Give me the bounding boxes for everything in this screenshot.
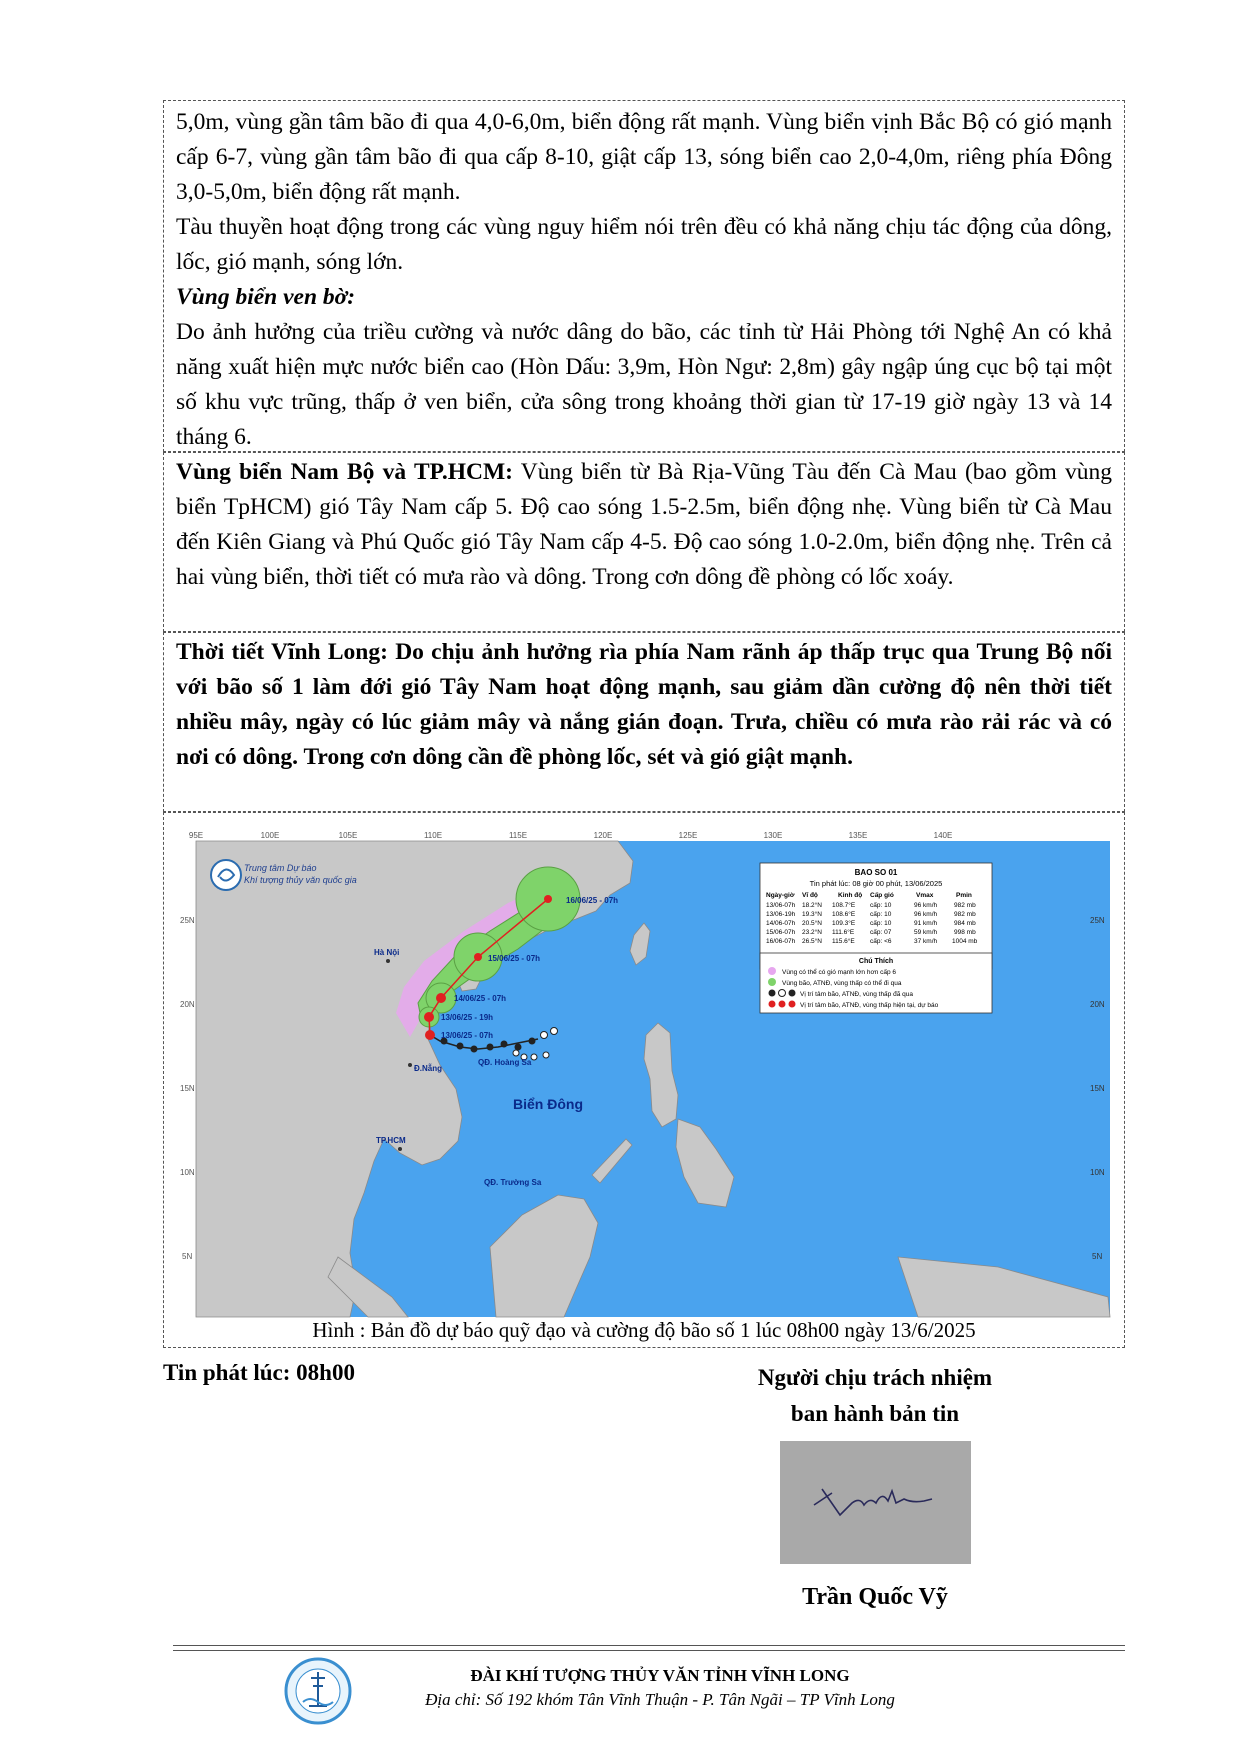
lon-tick: 105E [338, 831, 358, 840]
lat-tick: 25N [180, 916, 195, 925]
table-header-cell: Cấp gió [870, 892, 894, 899]
map-caption: Hình : Bản đồ dự báo quỹ đạo và cường độ bão số 1 lúc 08h00 ngày 13/6/2025 [312, 1318, 976, 1342]
sea-name-label: Biển Đông [513, 1096, 583, 1112]
table-cell: 15/06-07h [766, 929, 796, 936]
track-label: 13/06/25 - 19h [441, 1013, 494, 1022]
storm-map-section [163, 812, 1125, 1348]
agency-logo-icon [211, 860, 241, 890]
legend-current-swatch [779, 1001, 786, 1008]
lon-tick: 95E [188, 831, 204, 840]
storm-position-marker [544, 895, 552, 903]
footer-rule-thin [173, 1650, 1125, 1651]
vinhlong-weather-text: Thời tiết Vĩnh Long: Do chịu ảnh hưởng rìa phía Nam rãnh áp thấp trục qua Trung Bộ nối với bão số 1 làm đới gió Tây Nam hoạt động mạnh, sau giảm dần cường độ nên thời tiết nhiều mây, ngày có lúc giảm mây và nắng gián đoạn. Trưa, chiều có mưa rào rải rác và có nơi có dông. Trong cơn dông cần đề phòng lốc, sét và gió giật mạnh. [176, 639, 1112, 770]
legend-current-swatch [789, 1001, 796, 1008]
past-position [513, 1050, 519, 1056]
lat-tick: 25N [1090, 916, 1105, 925]
office-address: Địa chỉ: Số 192 khóm Tân Vĩnh Thuận - P. Tân Ngãi – TP Vĩnh Long [425, 1690, 895, 1709]
table-cell: 984 mb [954, 920, 976, 927]
table-header-cell: Vĩ độ [802, 892, 818, 899]
past-position [471, 1046, 478, 1053]
table-cell: 982 mb [954, 911, 976, 918]
south-sea-text: Vùng biển từ Bà Rịa-Vũng Tàu đến Cà Mau (bao gồm vùng biển TpHCM) gió Tây Nam cấp 5. Độ cao sóng 1.5-2.5m, biển động nhẹ. Vùng biển từ Cà Mau đến Kiên Giang và Phú Quốc gió Tây Nam cấp 4-5. Độ cao sóng 1.0-2.0m, biển động nhẹ. Trên cả hai vùng biển, thời tiết có mưa rào và dông. Trong cơn dông đề phòng có lốc xoáy. [176, 459, 1112, 590]
agency-name-line2: Khí tượng thủy văn quốc gia [244, 875, 357, 885]
legend-past-swatch [769, 990, 776, 997]
office-logo [283, 1656, 353, 1726]
lon-tick: 100E [260, 831, 280, 840]
track-label: 14/06/25 - 07h [454, 994, 507, 1003]
lat-tick: 20N [180, 1000, 195, 1009]
storm-position-marker [474, 953, 482, 961]
lat-tick: 5N [1092, 1252, 1103, 1261]
past-position [541, 1032, 548, 1039]
legend-item: Vùng bão, ATNĐ, vùng thấp có thể đi qua [782, 980, 902, 987]
responsible-line2: ban hành bản tin [790, 1401, 960, 1426]
lon-tick: 135E [848, 831, 868, 840]
table-cell: 18.2°N [802, 902, 822, 909]
place-dot [408, 1063, 412, 1067]
south-sea-heading: Vùng biển Nam Bộ và TP.HCM: [176, 459, 513, 485]
map-legend [760, 953, 992, 1013]
storm-position-marker [425, 1030, 435, 1040]
lon-tick: 140E [933, 831, 953, 840]
lon-tick: 120E [593, 831, 613, 840]
issued-time: Tin phát lúc: 08h00 [163, 1360, 355, 1385]
table-cell: 16/06-07h [766, 938, 796, 945]
table-cell: 19.3°N [802, 911, 822, 918]
place-label: Hà Nội [374, 948, 400, 957]
table-cell: 96 km/h [914, 911, 938, 918]
sea-warning-section [163, 100, 1125, 452]
vinhlong-weather-section [163, 632, 1125, 812]
past-position [457, 1043, 464, 1050]
table-cell: 111.6°E [832, 929, 855, 936]
table-header-cell: Vmax [916, 892, 934, 899]
table-cell: 91 km/h [914, 920, 938, 927]
coastal-heading: Vùng biển ven bờ: [176, 284, 356, 310]
legend-wind-zone-swatch [768, 967, 776, 975]
legend-title: Chú Thích [858, 958, 894, 965]
signer-name: Trần Quốc Vỹ [802, 1584, 948, 1610]
legend-item: Vị trí tâm bão, ATNĐ, vùng thấp đã qua [800, 991, 913, 998]
past-position [529, 1038, 536, 1045]
table-cell: 96 km/h [914, 902, 938, 909]
table-cell: 13/06-19h [766, 911, 796, 918]
track-label: 16/06/25 - 07h [566, 896, 619, 905]
past-position [531, 1054, 537, 1060]
table-cell: 1004 mb [952, 938, 978, 945]
table-cell: 59 km/h [914, 929, 938, 936]
footer-rule [173, 1645, 1125, 1646]
lat-tick: 20N [1090, 1000, 1105, 1009]
storm-position-marker [436, 993, 446, 1003]
past-position [487, 1044, 494, 1051]
table-cell: 14/06-07h [766, 920, 796, 927]
past-position [543, 1052, 549, 1058]
legend-past-swatch [789, 990, 796, 997]
lat-tick: 15N [1090, 1084, 1105, 1093]
table-cell: cấp: 10 [870, 902, 892, 909]
legend-item: Vị trí tâm bão, ATNĐ, vùng thấp hiện tại, dự báo [800, 1002, 939, 1009]
south-sea-paragraph [176, 455, 1112, 595]
table-cell: 109.3°E [832, 920, 856, 927]
south-sea-section [163, 452, 1125, 632]
place-label: TP.HCM [376, 1136, 406, 1145]
place-dot [386, 959, 390, 963]
lon-tick: 125E [678, 831, 698, 840]
lat-tick: 10N [180, 1168, 195, 1177]
lon-tick: 115E [508, 831, 528, 840]
table-cell: 13/06-07h [766, 902, 796, 909]
table-header-cell: Ngày-giờ [766, 892, 795, 899]
track-label: 13/06/25 - 07h [441, 1031, 494, 1040]
office-name: ĐÀI KHÍ TƯỢNG THỦY VĂN TỈNH VĨNH LONG [470, 1666, 850, 1685]
place-label: Đ.Nẵng [414, 1064, 442, 1073]
sea-warning-paragraph: 5,0m, vùng gần tâm bão đi qua 4,0-6,0m, biển động rất mạnh. Vùng biển vịnh Bắc Bộ có gió mạnh cấp 6-7, vùng gần tâm bão đi qua cấp 8-10, giật cấp 13, sóng biển cao 2,0-4,0m, riêng phía Đông 3,0-5,0m, biển động rất mạnh. [176, 109, 1112, 205]
table-cell: 982 mb [954, 902, 976, 909]
table-cell: 26.5°N [802, 938, 822, 945]
past-position [515, 1044, 522, 1051]
lat-tick: 15N [180, 1084, 195, 1093]
place-dot [398, 1147, 402, 1151]
table-cell: 115.6°E [832, 938, 855, 945]
legend-item: Vùng có thể có gió mạnh lớn hơn cấp 6 [782, 969, 897, 976]
table-cell: 23.2°N [802, 929, 822, 936]
past-position [501, 1041, 508, 1048]
legend-past-swatch [779, 990, 786, 997]
agency-name-line1: Trung tâm Dự báo [244, 863, 317, 873]
coastal-paragraph: Do ảnh hưởng của triều cường và nước dâng do bão, các tỉnh từ Hải Phòng tới Nghệ An có khả năng xuất hiện mực nước biển cao (Hòn Dấu: 3,9m, Hòn Ngư: 2,8m) gây ngập úng cục bộ tại một số khu vực trũng, thấp ở ven biển, cửa sông trong khoảng thời gian từ 17-19 giờ ngày 13 và 14 tháng 6. [176, 319, 1112, 450]
table-cell: cấp: 07 [870, 929, 892, 936]
table-cell: cấp: 10 [870, 911, 892, 918]
responsible-line1: Người chịu trách nhiệm [757, 1365, 993, 1390]
lon-tick: 110E [423, 831, 443, 840]
place-label: QĐ. Trường Sa [484, 1178, 542, 1187]
table-title: BAO SO 01 [854, 868, 898, 877]
lat-tick: 10N [1090, 1168, 1105, 1177]
legend-current-swatch [769, 1001, 776, 1008]
table-cell: 998 mb [954, 929, 976, 936]
vessel-warning-paragraph: Tàu thuyền hoạt động trong các vùng nguy hiểm nói trên đều có khả năng chịu tác động của dông, lốc, gió mạnh, sóng lớn. [176, 214, 1112, 275]
table-cell: 37 km/h [914, 938, 938, 945]
storm-track-map [178, 827, 1112, 1319]
table-issued: Tin phát lúc: 08 giờ 00 phút, 13/06/2025 [809, 879, 943, 888]
table-cell: cấp: 10 [870, 920, 892, 927]
table-cell: 20.5°N [802, 920, 822, 927]
table-header-cell: Pmin [956, 892, 972, 899]
lon-tick: 130E [763, 831, 783, 840]
track-label: 15/06/25 - 07h [488, 954, 541, 963]
legend-cone-swatch [768, 978, 776, 986]
storm-position-marker [424, 1012, 434, 1022]
lat-tick: 5N [182, 1252, 193, 1261]
signature-image [780, 1441, 971, 1564]
responsible-block [725, 1360, 1025, 1432]
table-cell: 108.6°E [832, 911, 856, 918]
table-cell: 108.7°E [832, 902, 856, 909]
past-position [551, 1028, 558, 1035]
place-label: QĐ. Hoàng Sa [478, 1058, 532, 1067]
table-cell: cấp: <6 [870, 938, 892, 945]
table-header-cell: Kinh độ [838, 892, 863, 899]
